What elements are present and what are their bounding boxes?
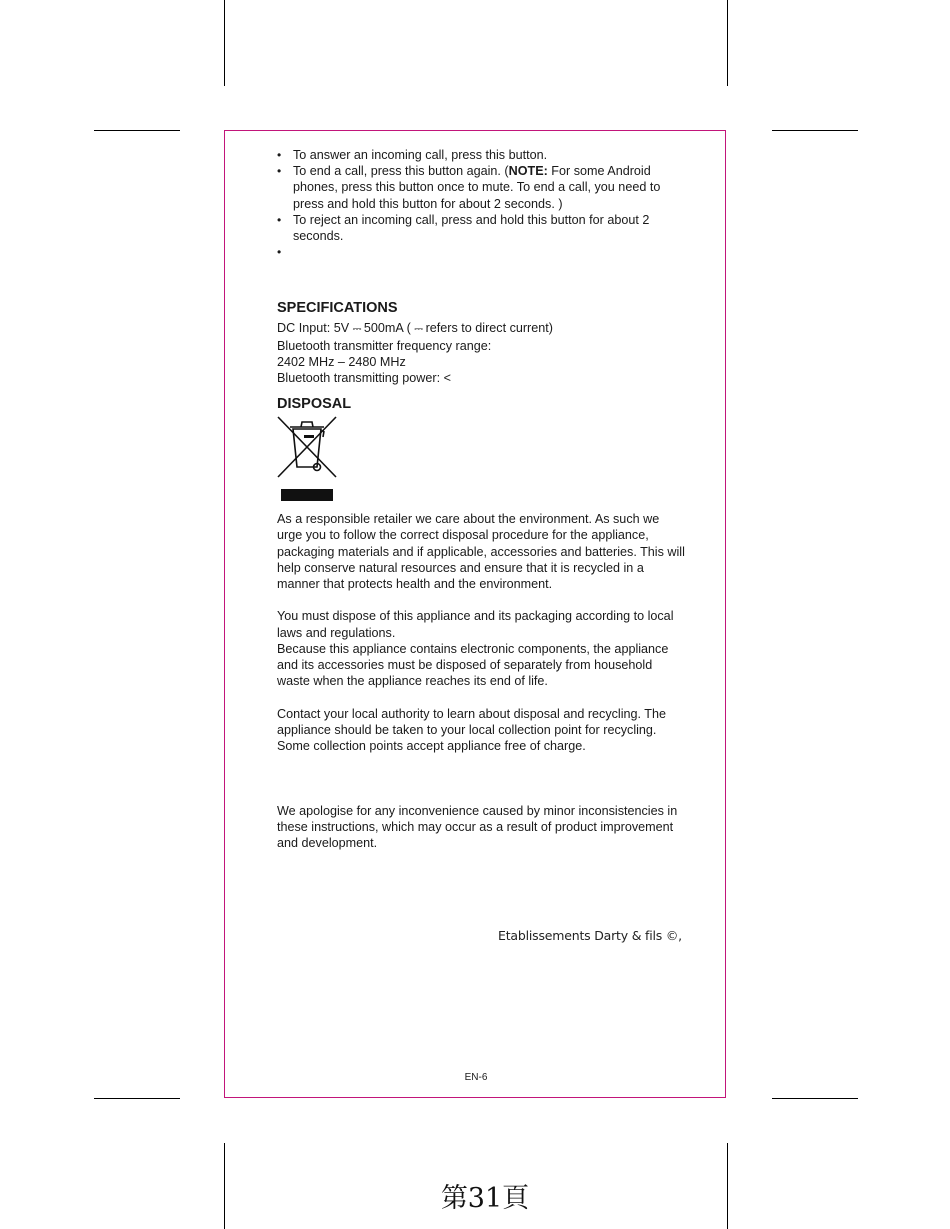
disposal-paragraph: You must dispose of this appliance and its packaging according to local laws and regulations. [277, 609, 674, 640]
crop-mark-left-top [94, 130, 180, 131]
crop-mark-left-bottom [94, 1098, 180, 1099]
specifications-block [277, 320, 687, 386]
frequency-range: 2402 MHz – 2480 MHz [277, 354, 406, 369]
page-number: EN-6 [464, 1072, 488, 1083]
dc-input-line: DC Input: 5V ⎓ 500mA ( ⎓ refers to direct current) [277, 321, 553, 336]
crop-mark-top-left [224, 0, 225, 86]
brand-copyright: Etablissements Darty & fils ©, [498, 928, 682, 943]
specifications-heading: SPECIFICATIONS [277, 300, 398, 317]
disposal-paragraph: Contact your local authority to learn about disposal and recycling. The appliance should be taken to your local collection point for recycling. Some collection points accept appliance free of charge. [277, 706, 666, 754]
crop-mark-right-bottom [772, 1098, 858, 1099]
disposal-paragraph: As a responsible retailer we care about the environment. As such we urge you to follow the correct disposal procedure for the appliance, packaging materials and if applicable, accessories and batteries. This will help conserve natural resources and ensure that it is recycled in a manner that protects health and the environment. [277, 512, 685, 592]
list-item: • To reject an incoming call, press and hold this button for about 2 seconds. [277, 212, 687, 244]
list-item-empty [277, 244, 687, 260]
apology-paragraph: We apologise for any inconvenience caused by minor inconsistencies in these instructions, which may occur as a result of product improvement and development. [277, 803, 678, 851]
list-item: • To answer an incoming call, press this button. [277, 147, 687, 163]
dc-symbol-icon: ⎓ [414, 322, 423, 336]
sheet-label: 第31頁 [440, 1183, 530, 1214]
date-marker-bar [281, 489, 333, 501]
transmitting-power: Bluetooth transmitting power: < [277, 371, 451, 386]
dc-symbol-icon: ⎓ [352, 322, 361, 336]
note-label: NOTE: [508, 164, 548, 179]
page-content [277, 147, 687, 851]
crossed-out-wheelie-bin-icon [277, 415, 339, 479]
list-item: • To end a call, press this button again. (NOTE: For some Android phones, press this button once to mute. To end a call, you need to press and hold this button for about 2 seconds. ) [277, 163, 687, 212]
disposal-heading: DISPOSAL [277, 396, 352, 413]
crop-mark-top-right [727, 0, 728, 86]
button-instructions-list [277, 147, 687, 260]
crop-mark-right-top [772, 130, 858, 131]
frequency-label: Bluetooth transmitter frequency range: [277, 338, 492, 353]
disposal-paragraph: Because this appliance contains electronic components, the appliance and its accessories must be disposed of separately from household waste when the appliance reaches its end of life. [277, 641, 669, 689]
